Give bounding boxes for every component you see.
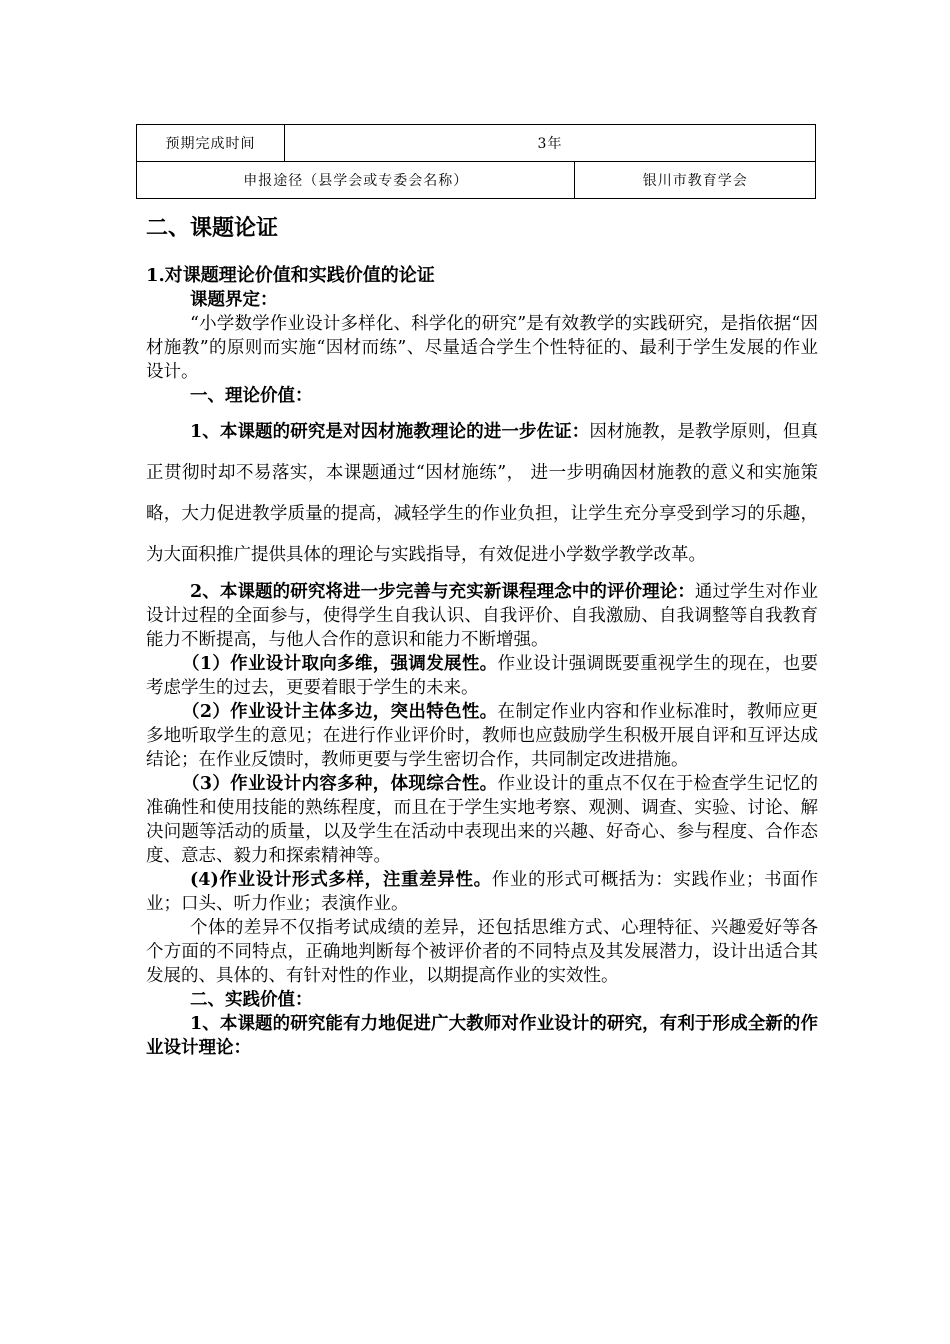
project-info-table (136, 124, 816, 199)
list-item (146, 868, 818, 916)
theory-2-lead: 2、本课题的研究将进一步完善与充实新课程理念中的评价理论： (190, 582, 695, 602)
theory-2-text: 通过学生对作业设计过程的全面参与，使得学生自我认识、自我评价、自我激励、自我调整等自我教育能力不断提高，与他人合作的意识和能力不断增强。 (146, 582, 818, 650)
definition-paragraph: “小学数学作业设计多样化、科学化的研究”是有效教学的实践研究，是指依据“因材施教”的原则而实施“因材而练”、尽量适合学生个性特征的、最利于学生发展的作业设计。 (146, 314, 818, 382)
item-3-text: 作业设计的重点不仅在于检查学生记忆的准确性和使用技能的熟练程度，而且在于学生实地考察、观测、调查、实验、讨论、解决问题等活动的质量，以及学生在活动中表现出来的兴趣、好奇心、参与程度、合作态度、意志、毅力和探索精神等。 (146, 774, 818, 866)
application-route-value: 银川市教育学会 (575, 162, 816, 199)
application-route-label: 申报途径（县学会或专委会名称） (137, 162, 575, 199)
practice-heading: 二、实践价值： (190, 990, 313, 1010)
item-2-text: 在制定作业内容和作业标准时，教师应更多地听取学生的意见；在进行作业评价时，教师也应鼓励学生积极开展自评和互评达成结论；在作业反馈时，教师更要与学生密切合作，共同制定改进措施。 (146, 702, 818, 770)
theory-1-lead: 1、本课题的研究是对因材施教理论的进一步佐证： (190, 422, 590, 442)
list-item (146, 772, 818, 868)
theory-paragraph-2 (146, 580, 818, 652)
item-4-lead: (4)作业设计形式多样，注重差异性。 (190, 870, 492, 890)
theory-1-text: 因材施教，是教学原则，但真正贯彻时却不易落实，本课题通过“因材施练”， 进一步明确因材施教的意义和实施策略，大力促进教学质量的提高，减轻学生的作业负担，让学生充分享受到学习的乐趣，为大面积推广提供具体的理论与实践指导，有效促进小学数学教学改革。 (146, 422, 818, 565)
definition-heading: 课题界定： (190, 290, 278, 310)
difference-paragraph: 个体的差异不仅指考试成绩的差异，还包括思维方式、心理特征、兴趣爱好等各个方面的不同特点，正确地判断每个被评价者的不同特点及其发展潜力，设计出适合其发展的、具体的、有针对性的作业，以期提高作业的实效性。 (146, 918, 818, 986)
item-1-lead: （1）作业设计取向多维，强调发展性。 (182, 654, 498, 674)
theory-paragraph-1 (146, 412, 818, 576)
item-3-lead: （3）作业设计内容多种，体现综合性。 (182, 774, 498, 794)
list-item (146, 652, 818, 700)
subsection-title: 1.对课题理论价值和实践价值的论证 (146, 265, 435, 286)
list-item (146, 700, 818, 772)
item-2-lead: （2）作业设计主体多边，突出特色性。 (182, 702, 498, 722)
theory-heading: 一、理论价值： (190, 386, 313, 406)
practice-paragraph-1: 1、本课题的研究能有力地促进广大教师对作业设计的研究，有利于形成全新的作业设计理论： (146, 1014, 818, 1058)
section-title: 二、课题论证 (146, 215, 279, 241)
completion-time-value: 3年 (285, 125, 816, 162)
item-1-text: 作业设计强调既要重视学生的现在，也要考虑学生的过去，更要着眼于学生的未来。 (146, 654, 818, 698)
document-body (146, 206, 818, 1060)
completion-time-label: 预期完成时间 (137, 125, 285, 162)
item-4-text: 作业的形式可概括为：实践作业；书面作业；口头、听力作业；表演作业。 (146, 870, 818, 914)
table-row (137, 125, 816, 162)
table-row (137, 162, 816, 199)
